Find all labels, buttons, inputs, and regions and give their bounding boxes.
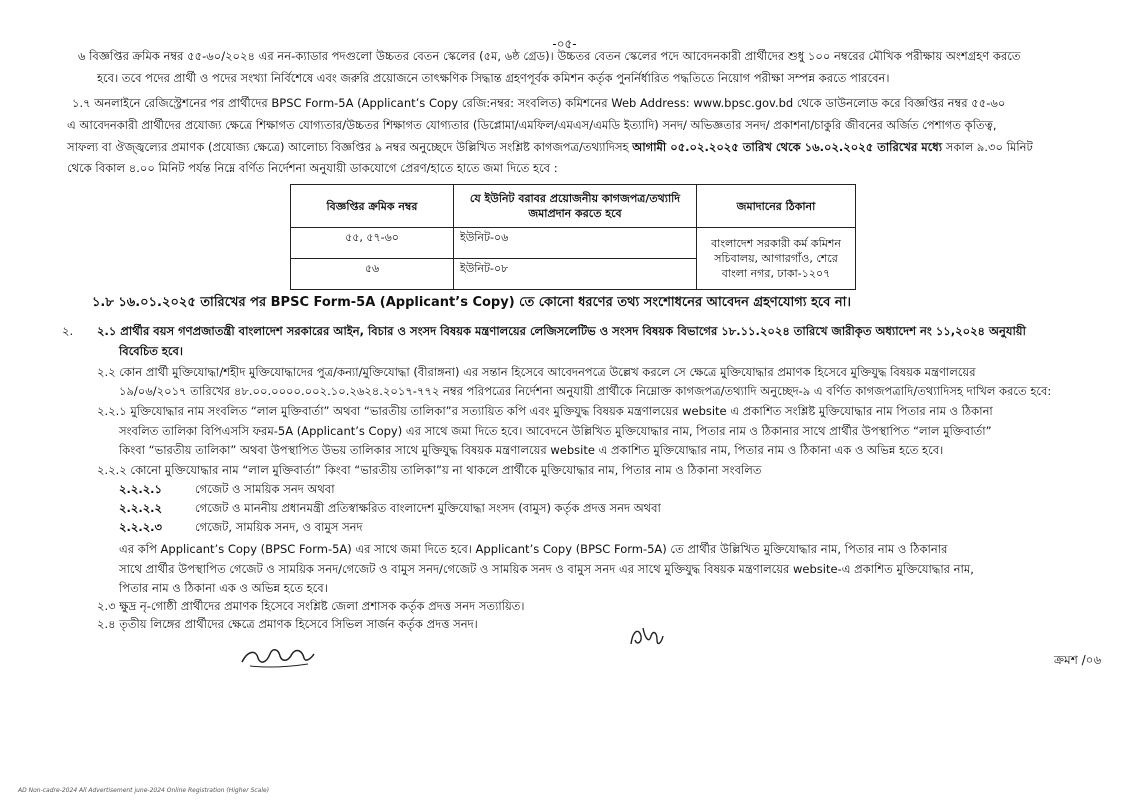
para-2-2-1-line3: কিংবা “ভারতীয় তালিকা” অথবা উপস্থাপিত উভয় তালিকার সাথে মুক্তিযুদ্ধ বিষয়ক মন্ত্রণালয়ের website এ প্রকাশিত মুক্তিযোদ্ধার নাম, পিতার নাম ও ঠিকানা এক ও অভিন্ন হতে হবে। <box>119 443 944 457</box>
para-1-7-line1: ১.৭ অনলাইনে রেজিস্ট্রেশনের পর প্রার্থীদের BPSC Form-5A (Applicant’s Copy রেজি:নম্বর: সংবলিত) কমিশনের Web Address: www.bpsc.gov.bd থেকে ডাউনলোড করে বিজ্ঞপ্তির নম্বর ৫৫-৬০ <box>72 96 1006 110</box>
para-1-7-line2: এ আবেদনকারী প্রার্থীদের প্রযোজ্য ক্ষেত্রে শিক্ষাগত যোগ্যতার/উচ্চতর শিক্ষাগত যোগ্যতার (ডিপ্লোমা/এমফিল/এমএস/এমডি ইত্যাদি) সনদ/ অভিজ্ঞতার সনদ/ প্রকাশনা/চাকুরি জীবনের অর্জিত পেশাগত কৃতিত্ব, <box>67 118 997 132</box>
signature <box>238 640 318 672</box>
table-header-row <box>291 185 856 228</box>
para-2-1-line2: বিবেচিত হবে। <box>119 344 184 358</box>
item-2-2-2-1-number: ২.২.২.১ <box>119 482 163 496</box>
para-1-8: ১.৮ ১৬.০১.২০২৫ তারিখের পর BPSC Form-5A (Applicant’s Copy) তে কোনো ধরণের তথ্য সংশোধনের আবেদন গ্রহণযোগ্য হবে না। <box>92 295 852 310</box>
para-2-2-2: ২.২.২ কোনো মুক্তিযোদ্ধার নাম “লাল মুক্তিবার্তা” কিংবা “ভারতীয় তালিকা”য় না থাকলে প্রার্থীকে মুক্তিযোদ্ধার নাম, পিতার নাম ও ঠিকানা সংবলিত <box>97 463 762 477</box>
table-cell-unit: ইউনিট-০৬ <box>454 228 697 259</box>
table-cell-serial: ৫৬ <box>291 259 454 290</box>
copy-line2: সাথে প্রার্থীর উপস্থাপিত গেজেট ও সাময়িক সনদ/গেজেট ও বামুস সনদ/গেজেট ও সাময়িক সনদ ও বামুস সনদ এর সাথে মুক্তিযুদ্ধ বিষয়ক মন্ত্রণালয়ের website-এ প্রকাশিত মুক্তিযোদ্ধার নাম, <box>119 562 974 576</box>
table-cell-address: বাংলাদেশ সরকারী কর্ম কমিশন সচিবালয়, আগারগাঁও, শেরে বাংলা নগর, ঢাকা-১২০৭ <box>697 228 856 290</box>
para-2-2-1-line1: ২.২.১ মুক্তিযোদ্ধার নাম সংবলিত “লাল মুক্তিবার্তা” অথবা “ভারতীয় তালিকা”র সত্যায়িত কপি এবং মুক্তিযুদ্ধ বিষয়ক মন্ত্রণালয়ের website এ প্রকাশিত সংশ্লিষ্ট মুক্তিযোদ্ধার নাম পিতার নাম ও ঠিকানা <box>97 404 993 418</box>
item-2-2-2-3-text: গেজেট, সাময়িক সনদ, ও বামুস সনদ <box>195 520 363 534</box>
para-1-7-line3 <box>67 139 1033 156</box>
section-2-number: ২. <box>62 324 74 338</box>
para-2-4: ২.৪ তৃতীয় লিঙ্গের প্রার্থীদের ক্ষেত্রে প্রমাণক হিসেবে সিভিল সার্জন কর্তৃক প্রদত্ত সনদ। <box>97 617 478 631</box>
submission-deadline: আগামী ০৫.০২.২০২৫ তারিখ থেকে ১৬.০২.২০২৫ তারিখের মধ্যে <box>632 140 943 154</box>
para-2-2-line1: ২.২ কোন প্রার্থী মুক্তিযোদ্ধা/শহীদ মুক্তিযোদ্ধাদের পুত্র/কন্যা/মুক্তিযোদ্ধা (বীরাঙ্গনা) এর সন্তান হিসেবে আবেদনপত্রে উল্লেখ করলে সে ক্ষেত্রে মুক্তিযোদ্ধার প্রমাণক হিসেবে মুক্তিযুদ্ধ বিষয়ক মন্ত্রণালয়ের <box>97 365 976 379</box>
continued-label: ক্রমশ /০৬ <box>1054 653 1102 667</box>
para-1-7-line4: থেকে বিকাল ৪.০০ মিনিট পর্যন্ত নিম্নে বর্ণিত নির্দেশনা অনুযায়ী ডাকযোগে প্রেরণ/হাতে হাতে জমা দিতে হবে : <box>67 161 558 175</box>
para-1-6-line2: হবে। তবে পদের প্রার্থী ও পদের সংখ্যা নির্বিশেষে এবং জরুরি প্রয়োজনে তাৎক্ষণিক সিদ্ধান্ত গ্রহণপূর্বক কমিশন কর্তৃক পুনর্নির্ধারিত পদ্ধতিতে নিয়োগ পরীক্ষা সম্পন্ন করতে পারবেন। <box>97 71 890 85</box>
item-2-2-2-1-text: গেজেট ও সাময়িক সনদ অথবা <box>195 482 335 496</box>
para-2-2-1-line2: সংবলিত তালিকা বিপিএসসি ফরম-5A (Applicant’s Copy) এর সাথে জমা দিতে হবে। আবেদনে উল্লিখিত মুক্তিযোদ্ধার নাম, পিতার নাম ও ঠিকানার সাথে প্রার্থীর উপস্থাপিত “লাল মুক্তিবার্তা” <box>119 424 992 438</box>
table-header-address: জমাদানের ঠিকানা <box>697 185 856 228</box>
item-2-2-2-3-number: ২.২.২.৩ <box>119 520 163 534</box>
table-header-unit: যে ইউনিট বরাবর প্রয়োজনীয় কাগজপত্র/তথ্যাদি জমাপ্রদান করতে হবে <box>454 185 697 228</box>
copy-line1: এর কপি Applicant’s Copy (BPSC Form-5A) এর সাথে জমা দিতে হবে। Applicant’s Copy (BPSC Form-5A) তে প্রার্থীর উল্লিখিত মুক্তিযোদ্ধার নাম, পিতার নাম ও ঠিকানার <box>119 542 948 556</box>
table-cell-serial: ৫৫, ৫৭-৬০ <box>291 228 454 259</box>
para-2-3: ২.৩ ক্ষুদ্র নৃ-গোষ্ঠী প্রার্থীদের প্রমাণক হিসেবে সংশ্লিষ্ট জেলা প্রশাসক কর্তৃক প্রদত্ত সনদ সত্যায়িত। <box>97 599 525 613</box>
table-cell-unit: ইউনিট-০৮ <box>454 259 697 290</box>
para-1-7-text: সাফল্য বা ঔজ্জ্বল্যের প্রমাণক (প্রযোজ্য ক্ষেত্রে) আলোচ্য বিজ্ঞপ্তির ৯ নম্বর অনুচ্ছেদে উল্লিখিত সংশ্লিষ্ট কাগজপত্র/তথ্যাদিসহ <box>67 140 633 154</box>
footer-note: AD Non-cadre-2024 All Advertisement june-2024 Online Registration (Higher Scale) <box>18 787 270 794</box>
para-2-2-line2: ১৯/০৬/২০১৭ তারিখের ৪৮.০০.০০০০.০০২.১০.২৬২৪.২০১৭-৭৭২ নম্বর পরিপত্রের নির্দেশনা অনুযায়ী প্রার্থীকে নিম্নোক্ত কাগজপত্র/তথ্যাদি অনুচ্ছেদ-৯ এ বর্ণিত কাগজপত্রাদি/তথ্যাদিসহ দাখিল করতে হবে: <box>119 384 1052 398</box>
item-2-2-2-2-number: ২.২.২.২ <box>119 501 163 515</box>
para-1-6-line1: ৬ বিজ্ঞপ্তির ক্রমিক নম্বর ৫৫-৬০/২০২৪ এর নন-ক্যাডার পদগুলো উচ্চতর বেতন স্কেলের (৫ম, ৬ষ্ঠ গ্রেড)। উচ্চতর বেতন স্কেলের পদে আবেদনকারী প্রার্থীদের শুধু ১০০ নম্বরের মৌখিক পরীক্ষায় অংশগ্রহণ করতে <box>78 49 1021 63</box>
page-number: -০৫- <box>552 37 577 51</box>
table-row <box>291 228 856 259</box>
signature-initials <box>627 622 667 652</box>
submission-table <box>290 184 856 290</box>
para-1-7-time: সকাল ৯.৩০ মিনিট <box>942 140 1033 154</box>
item-2-2-2-2-text: গেজেট ও মাননীয় প্রধানমন্ত্রী প্রতিস্বাক্ষরিত বাংলাদেশ মুক্তিযোদ্ধা সংসদ (বামুস) কর্তৃক প্রদত্ত সনদ অথবা <box>195 501 661 515</box>
copy-line3: পিতার নাম ও ঠিকানা এক ও অভিন্ন হতে হবে। <box>119 581 328 595</box>
para-2-1-line1: ২.১ প্রার্থীর বয়স গণপ্রজাতন্ত্রী বাংলাদেশ সরকারের আইন, বিচার ও সংসদ বিষয়ক মন্ত্রণালয়ের লেজিসলেটিভ ও সংসদ বিষয়ক বিভাগের ১৮.১১.২০২৪ তারিখে জারীকৃত অধ্যাদেশ নং ১১,২০২৪ অনুযায়ী <box>97 324 1026 338</box>
table-header-serial: বিজ্ঞপ্তির ক্রমিক নম্বর <box>291 185 454 228</box>
